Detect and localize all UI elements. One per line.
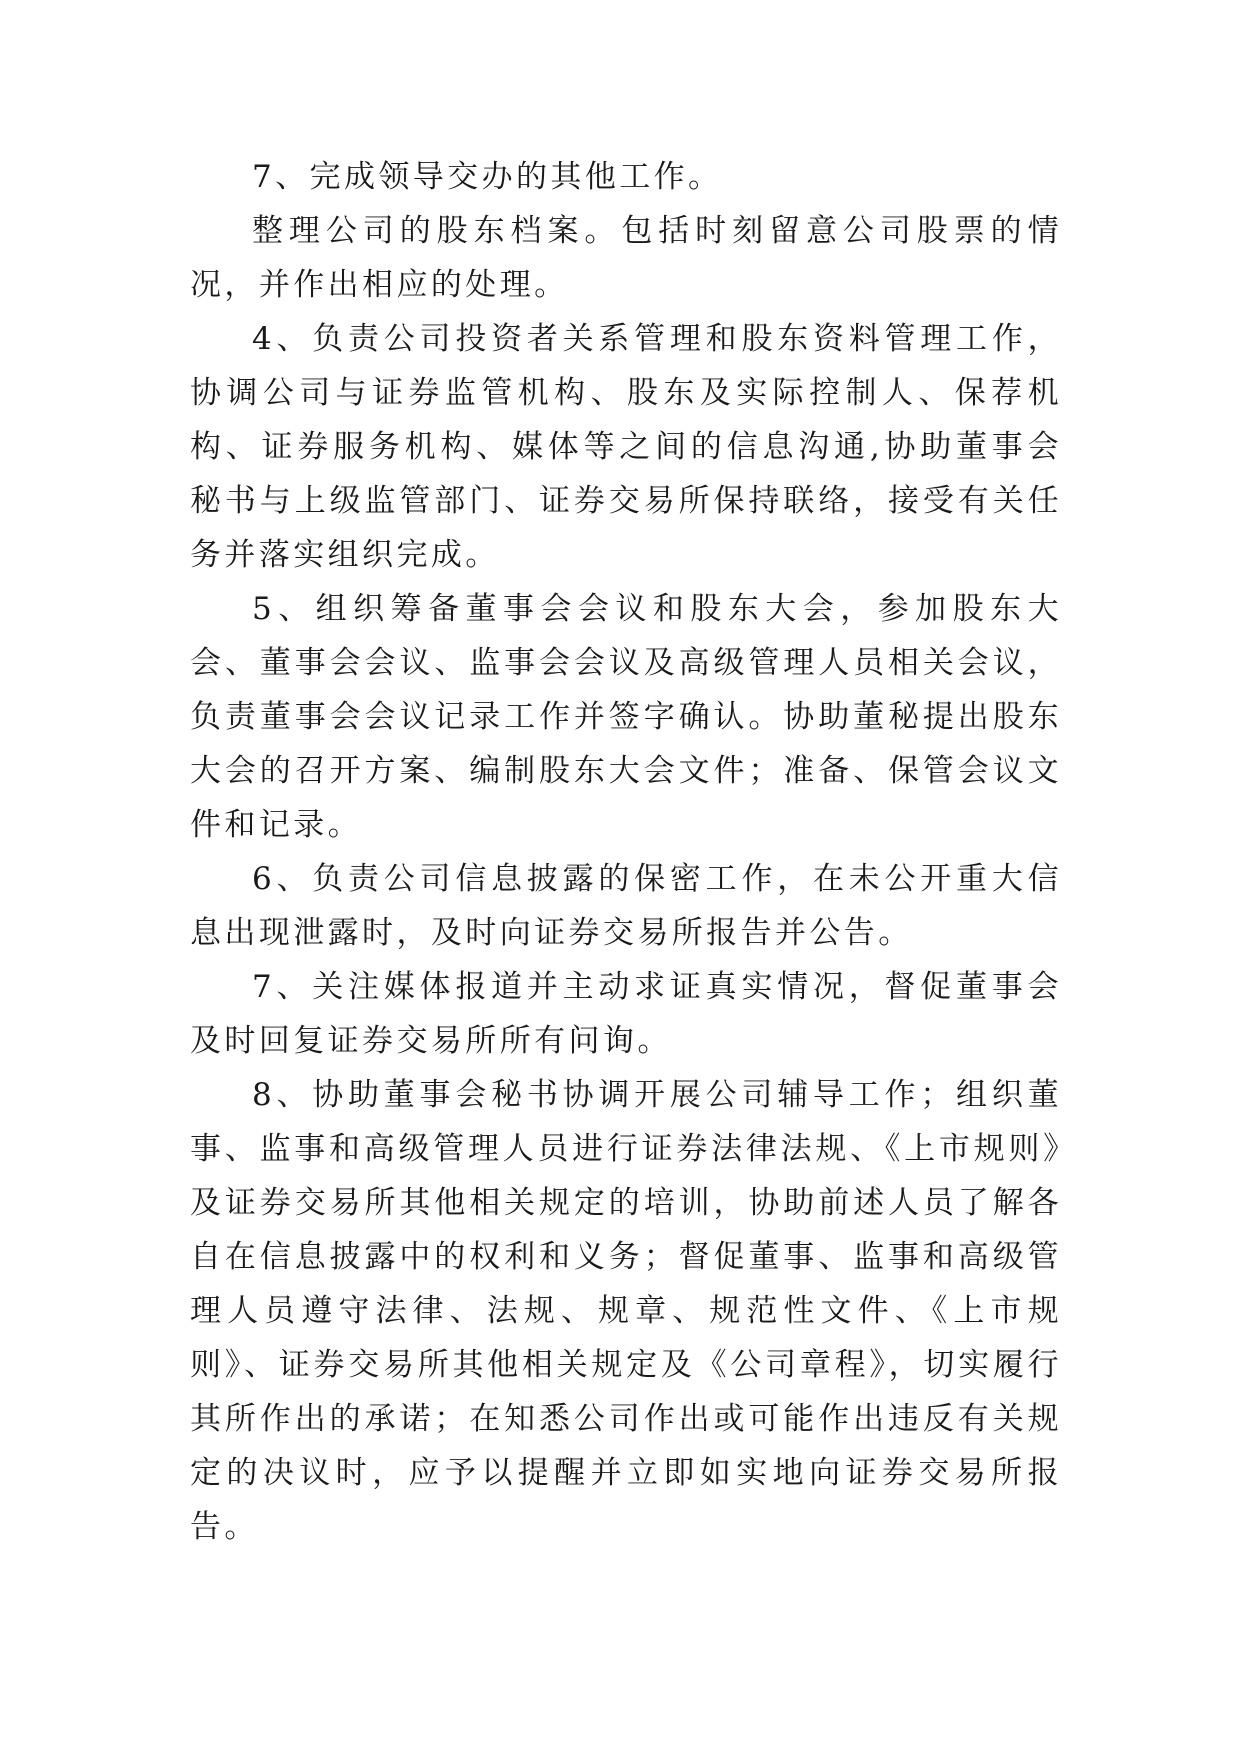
paragraph-item-6-confidentiality: 6、负责公司信息披露的保密工作，在未公开重大信息出现泄露时，及时向证券交易所报告并公告。 [190,861,1062,951]
document-body [190,150,1062,1554]
paragraph-item-7-other-work: 7、完成领导交办的其他工作。 [252,159,723,195]
paragraph-item-8-training: 8、协助董事会秘书协调开展公司辅导工作；组织董事、监事和高级管理人员进行证券法律法规、《上市规则》及证券交易所其他相关规定的培训，协助前述人员了解各自在信息披露中的权利和义务；督促董事、监事和高级管理人员遵守法律、法规、规章、规范性文件、《上市规则》、证券交易所其他相关规定及《公司章程》，切实履行其所作出的承诺；在知悉公司作出或可能作出违反有关规定的决议时，应予以提醒并立即如实地向证券交易所报告。 [190,1077,1062,1545]
paragraph-item-7-media-reports: 7、关注媒体报道并主动求证真实情况，督促董事会及时回复证券交易所所有问询。 [190,969,1062,1059]
paragraph-item-5-board-meetings: 5、组织筹备董事会会议和股东大会，参加股东大会、董事会会议、监事会会议及高级管理人员相关会议，负责董事会会议记录工作并签字确认。协助董秘提出股东大会的召开方案、编制股东大会文件；准备、保管会议文件和记录。 [190,591,1062,843]
paragraph-item-4-investor-relations: 4、负责公司投资者关系管理和股东资料管理工作，协调公司与证券监管机构、股东及实际控制人、保荐机构、证券服务机构、媒体等之间的信息沟通,协助董事会秘书与上级监管部门、证券交易所保持联络，接受有关任务并落实组织完成。 [190,321,1062,573]
paragraph-shareholder-archive: 整理公司的股东档案。包括时刻留意公司股票的情况，并作出相应的处理。 [190,213,1062,303]
